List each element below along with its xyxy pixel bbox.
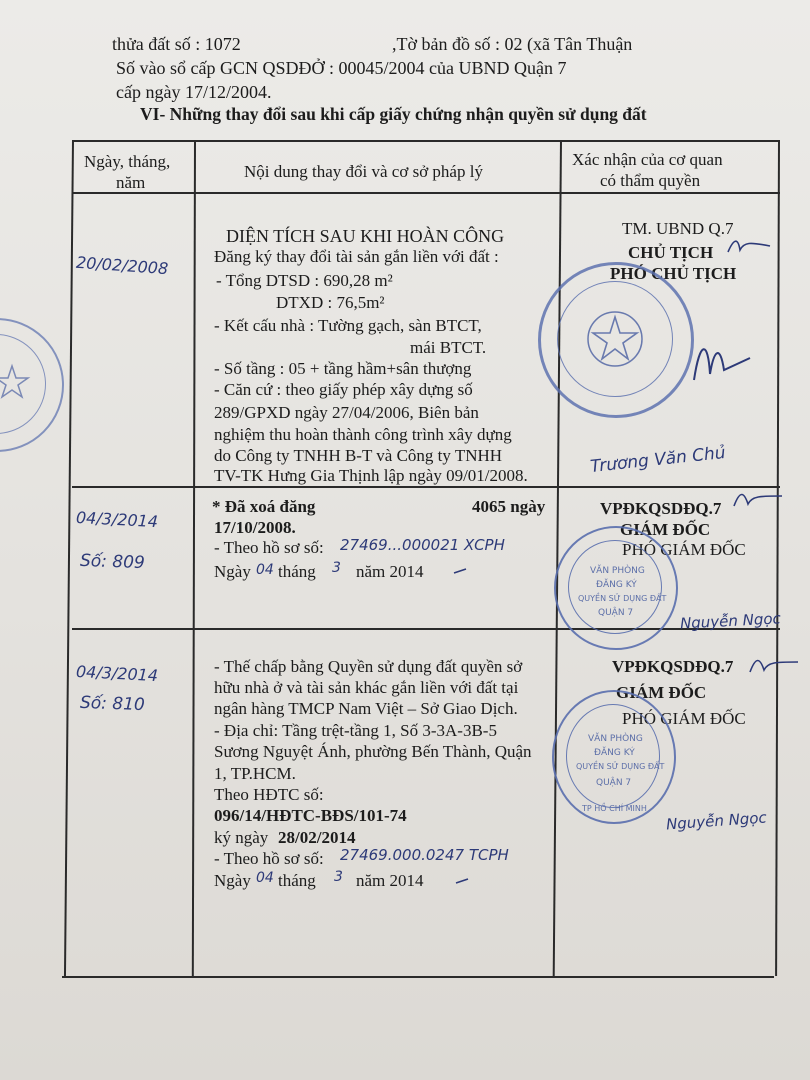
table-right-border xyxy=(775,140,780,976)
row3-number-handwritten: Số: 810 xyxy=(79,692,146,716)
table-left-border xyxy=(64,140,74,978)
check-mark-row3 xyxy=(454,876,470,886)
office-seal-row2 xyxy=(554,526,678,650)
col-header-authority-line1: Xác nhận của cơ quan xyxy=(572,150,723,169)
row3-signed-prefix: ký ngày xyxy=(214,828,269,847)
table-header-divider xyxy=(72,192,780,194)
row2-date-month: 3 xyxy=(332,560,341,576)
section-title: VI- Những thay đổi sau khi cấp giấy chứng nhận quyền sử dụng đất xyxy=(140,104,647,124)
col-header-date-line1: Ngày, tháng, xyxy=(84,152,171,171)
office-seal-line2: ĐĂNG KÝ xyxy=(596,580,637,590)
row1-divider xyxy=(72,486,780,488)
left-edge-seal xyxy=(0,318,64,452)
row1-line-2: - Tổng DTSD : 690,28 m² xyxy=(216,271,393,290)
row1-line-8: 289/GPXD ngày 27/04/2006, Biên bản xyxy=(214,403,479,422)
row1-line-5: mái BTCT. xyxy=(410,338,487,357)
row3-file-number: 27469.000.0247 TCPH xyxy=(340,846,509,864)
ubnd-seal xyxy=(538,262,694,418)
row1-title: DIỆN TÍCH SAU KHI HOÀN CÔNG xyxy=(226,226,505,246)
row1-authority-title: CHỦ TỊCH xyxy=(628,243,714,262)
row3-authority-title: GIÁM ĐỐC xyxy=(616,683,707,702)
row2-date-handwritten: 04/3/2014 xyxy=(75,507,159,532)
row2-date-suffix: năm 2014 xyxy=(356,562,424,581)
col-header-content: Nội dung thay đổi và cơ sở pháp lý xyxy=(244,162,483,181)
star-emblem-icon-2 xyxy=(0,362,32,402)
row2-file-prefix: - Theo hồ sơ số: xyxy=(214,538,324,557)
office-seal-line4: QUẬN 7 xyxy=(598,608,634,618)
row3-date-mid: tháng xyxy=(278,871,316,890)
row1-line-7: - Căn cứ : theo giấy phép xây dựng số xyxy=(214,380,473,399)
issue-date: cấp ngày 17/12/2004. xyxy=(116,82,272,102)
signature-row1-scribble xyxy=(690,330,760,390)
office-seal3-line4: QUẬN 7 xyxy=(596,778,632,788)
office-seal3-line1: VĂN PHÒNG xyxy=(588,734,643,744)
row3-line-4: - Địa chỉ: Tầng trệt-tầng 1, Số 3-3A-3B-5 xyxy=(214,721,497,740)
col-header-authority-line2: có thẩm quyền xyxy=(600,171,701,190)
row3-authority-deputy: PHÓ GIÁM ĐỐC xyxy=(622,709,746,728)
signature-row2-initial xyxy=(730,488,786,512)
office-seal3-line3: QUYỀN SỬ DỤNG ĐẤT xyxy=(576,762,665,771)
row2-signer-name: Nguyễn Ngọc xyxy=(679,609,782,633)
row1-authority-deputy: PHÓ CHỦ TỊCH xyxy=(610,264,737,283)
signature-row1-initial xyxy=(724,234,774,258)
row3-file-prefix: - Theo hồ sơ số: xyxy=(214,849,324,868)
table-top-border xyxy=(72,140,780,142)
signature-row3-initial xyxy=(746,654,802,678)
row3-contract-number: 096/14/HĐTC-BĐS/101-74 xyxy=(214,806,407,825)
col1-divider xyxy=(192,140,196,976)
office-seal3-ring: TP HỒ CHÍ MINH xyxy=(582,804,647,813)
row1-signer-name: Trương Văn Chủ xyxy=(589,442,727,478)
row3-line-7: Theo HĐTC số: xyxy=(214,785,324,804)
row1-date-handwritten: 20/02/2008 xyxy=(75,252,169,279)
row3-line-1: - Thế chấp bằng Quyền sử dụng đất quyền sở xyxy=(214,657,523,676)
row2-line-1-suffix: 4065 ngày xyxy=(472,497,546,516)
row2-authority-deputy: PHÓ GIÁM ĐỐC xyxy=(622,540,746,559)
row1-authority-org: TM. UBND Q.7 xyxy=(622,219,734,238)
row1-line-6: - Số tầng : 05 + tầng hầm+sân thượng xyxy=(214,359,472,378)
row3-line-3: ngân hàng TMCP Nam Việt – Sở Giao Dịch. xyxy=(214,699,518,718)
row1-line-4: - Kết cấu nhà : Tường gạch, sàn BTCT, xyxy=(214,316,482,335)
row2-date-line-prefix: Ngày xyxy=(214,562,251,581)
row2-divider xyxy=(72,628,780,630)
row3-date-handwritten: 04/3/2014 xyxy=(75,661,159,686)
office-seal-row3 xyxy=(552,690,676,824)
row3-signed-date: 28/02/2014 xyxy=(278,828,356,847)
table-bottom-border xyxy=(62,976,774,978)
row3-line-6: 1, TP.HCM. xyxy=(214,764,296,783)
col2-divider xyxy=(553,140,562,976)
row1-line-1: Đăng ký thay đổi tài sản gắn liền với đất : xyxy=(214,247,499,266)
row3-line-5: Sương Nguyệt Ánh, phường Bến Thành, Quận xyxy=(214,742,532,761)
col-header-date-line2: năm xyxy=(116,173,146,192)
row1-line-11: TV-TK Hưng Gia Thịnh lập ngày 09/01/2008. xyxy=(214,466,528,485)
certificate-register-number: Số vào sổ cấp GCN QSDĐỞ : 00045/2004 của UBND Quận 7 xyxy=(116,58,567,78)
office-seal3-line2: ĐĂNG KÝ xyxy=(594,748,635,758)
row2-date-mid: tháng xyxy=(278,562,316,581)
parcel-number: thửa đất số : 1072 xyxy=(112,34,241,54)
row2-authority-title: GIÁM ĐỐC xyxy=(620,520,711,539)
row2-line-2: 17/10/2008. xyxy=(214,518,296,537)
row3-signer-name: Nguyễn Ngọc xyxy=(665,808,768,834)
row2-number-handwritten: Số: 809 xyxy=(79,550,146,574)
row2-file-number: 27469...000021 XCPH xyxy=(340,536,505,554)
star-emblem-icon xyxy=(585,309,645,369)
map-sheet-number: ,Tờ bản đồ số : 02 (xã Tân Thuận xyxy=(392,34,633,54)
row2-authority-org: VPĐKQSDĐQ.7 xyxy=(600,499,722,518)
row2-date-day: 04 xyxy=(256,562,274,578)
check-mark-row2 xyxy=(452,566,468,576)
row3-line-2: hữu nhà ở và tài sản khác gắn liền với đất tại xyxy=(214,678,519,697)
row1-line-3: DTXD : 76,5m² xyxy=(276,293,385,312)
row1-line-9: nghiệm thu hoàn thành công trình xây dựng xyxy=(214,425,512,444)
row3-date-line-prefix: Ngày xyxy=(214,871,251,890)
row2-line-1-prefix: * Đã xoá đăng xyxy=(212,497,316,516)
office-seal-line3: QUYỀN SỬ DỤNG ĐẤT xyxy=(578,594,667,603)
row1-line-10: do Công ty TNHH B-T và Công ty TNHH xyxy=(214,446,503,465)
row3-authority-org: VPĐKQSDĐQ.7 xyxy=(612,657,734,676)
row3-date-day: 04 xyxy=(256,870,274,886)
office-seal-line1: VĂN PHÒNG xyxy=(590,566,645,576)
row3-date-suffix: năm 2014 xyxy=(356,871,424,890)
row3-date-month: 3 xyxy=(334,869,343,885)
